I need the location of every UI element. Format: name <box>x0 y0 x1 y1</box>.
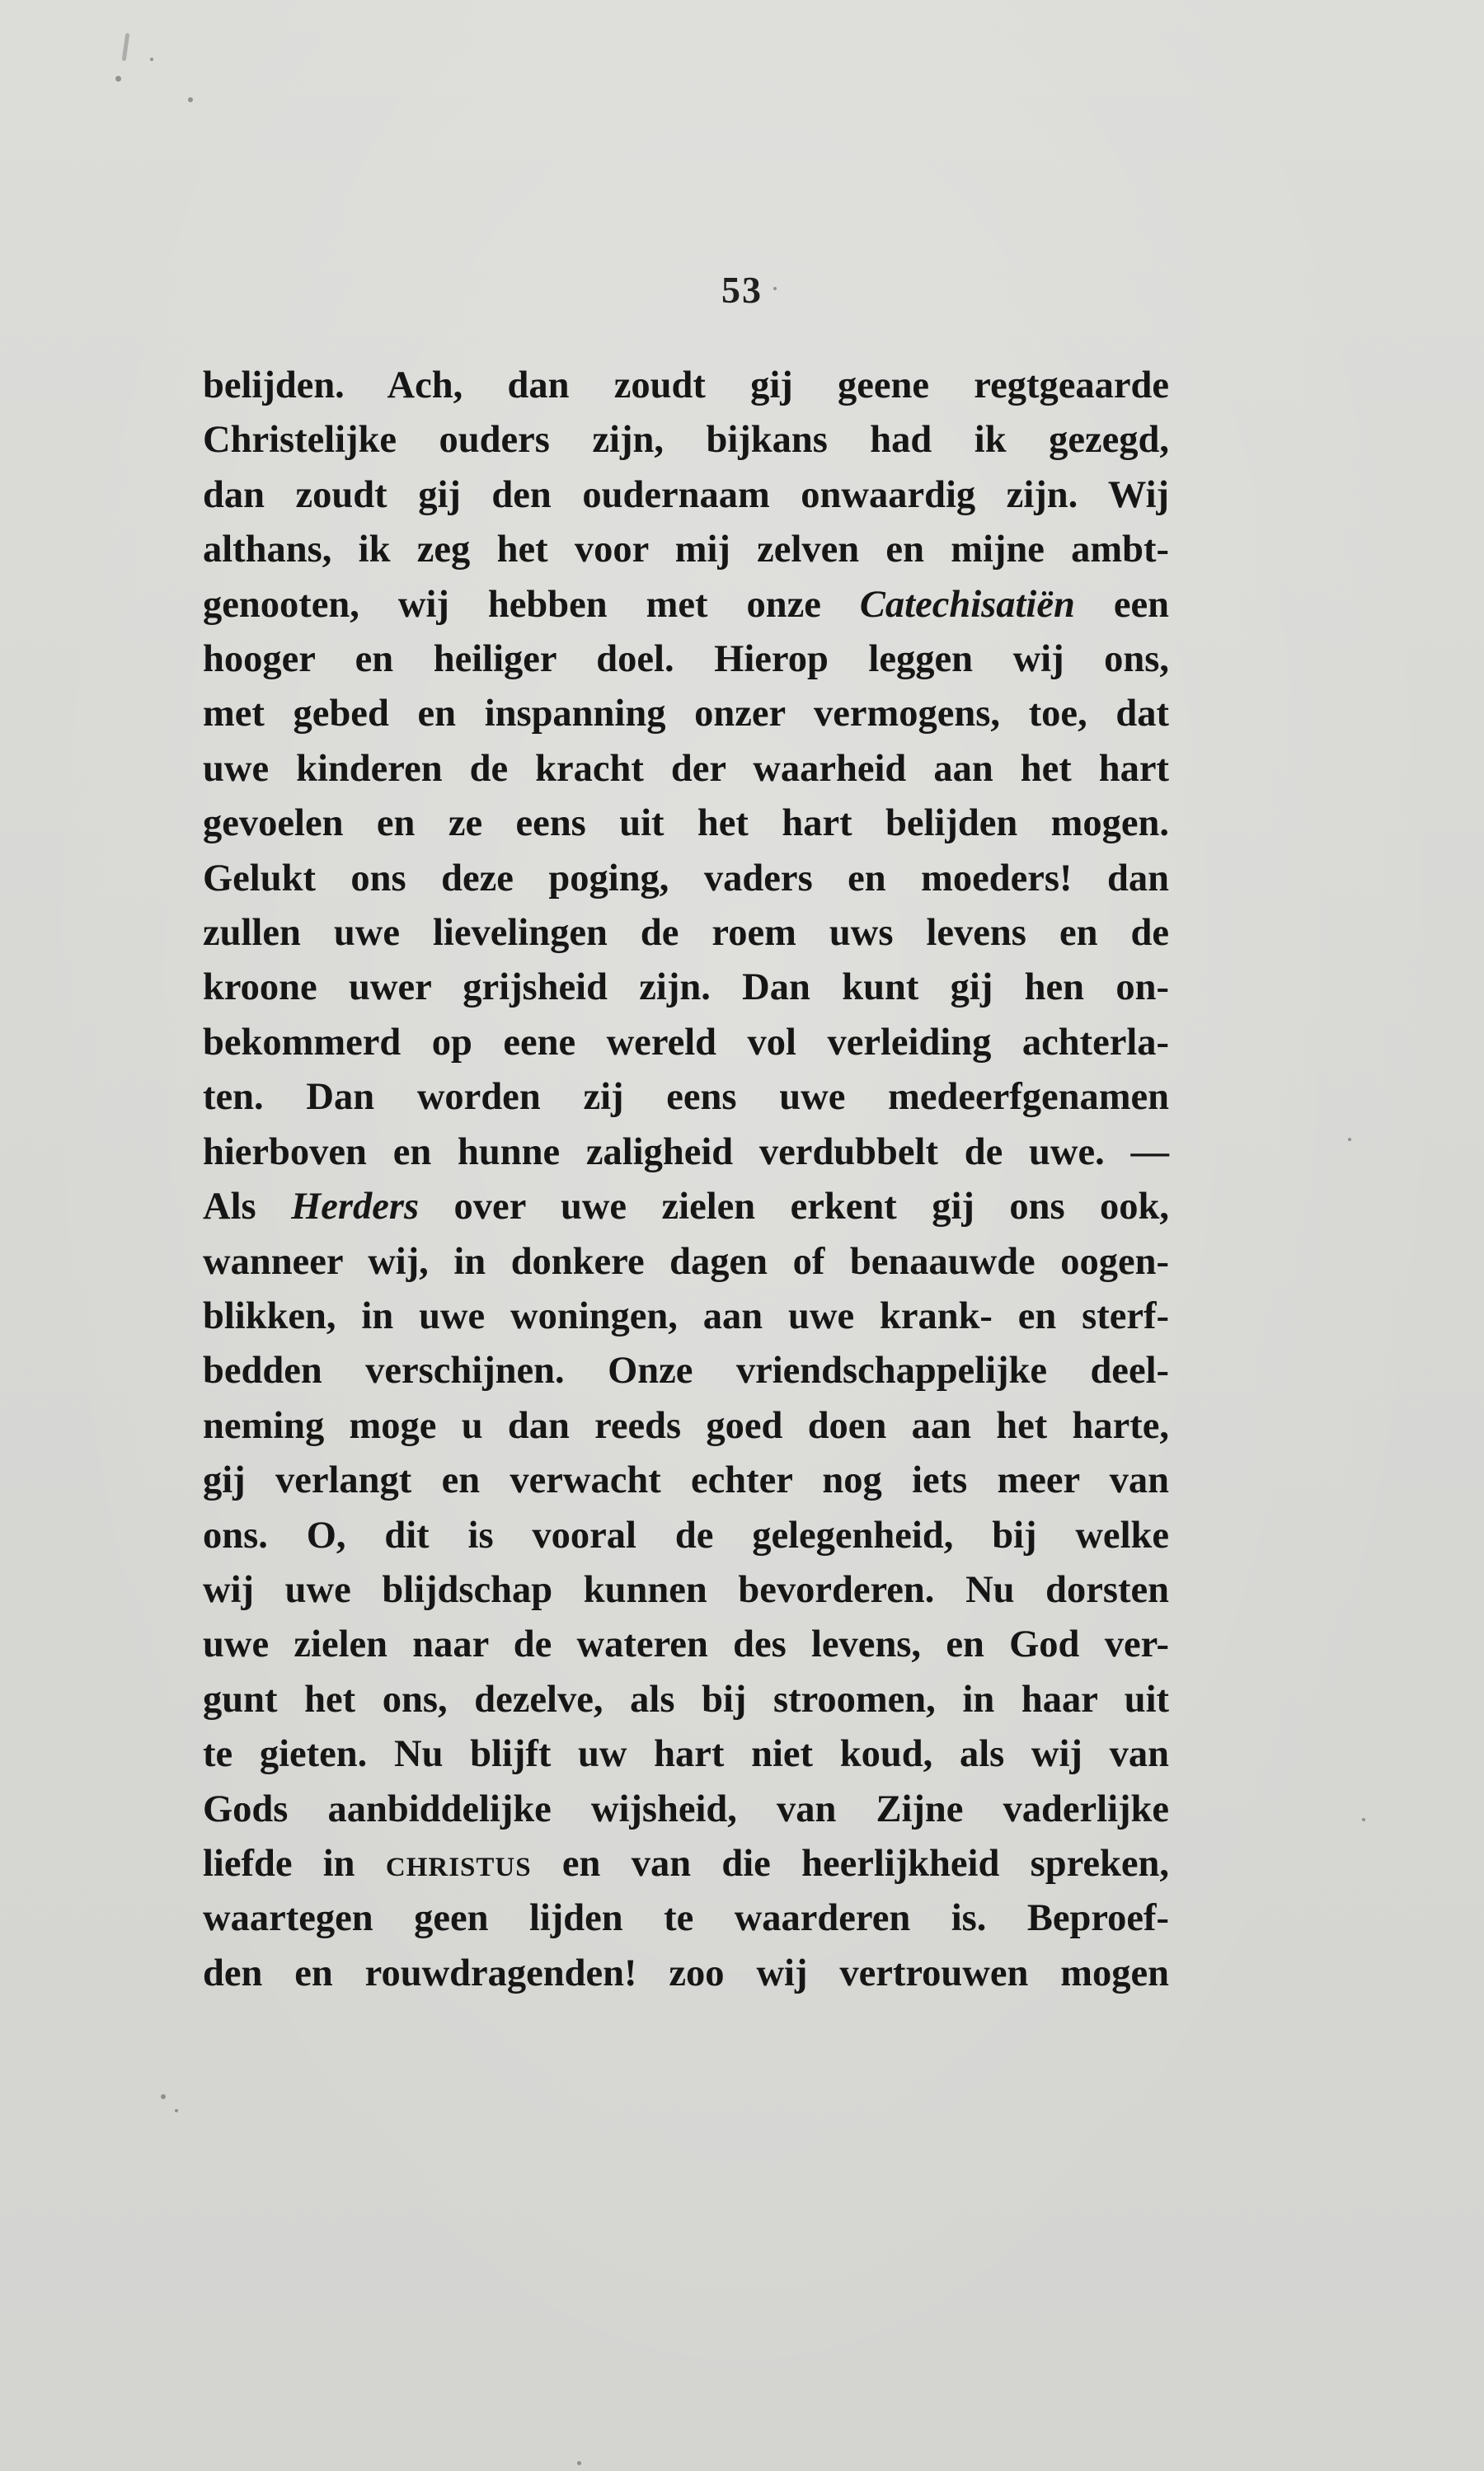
text-segment: bedden verschijnen. Onze vriendschappelijke deel- <box>203 1350 1169 1393</box>
text-segment: gij verlangt en verwacht echter nog iets meer van <box>203 1459 1169 1502</box>
text-segment: ten. Dan worden zij eens uwe medeerfgenamen <box>203 1076 1169 1119</box>
text-line <box>203 632 1169 687</box>
text-line <box>203 852 1169 906</box>
text-segment: bekommerd op eene wereld vol verleiding achterla- <box>203 1021 1169 1064</box>
text-line <box>203 468 1169 523</box>
text-line <box>203 1837 1169 1891</box>
text-segment: neming moge u dan reeds goed doen aan het harte, <box>203 1404 1169 1447</box>
text-line <box>203 1454 1169 1508</box>
text-segment: genooten, wij hebben met onze <box>203 583 860 626</box>
text-line <box>203 906 1169 961</box>
text-segment: kroone uwer grijsheid zijn. Dan kunt gij hen on- <box>203 966 1169 1009</box>
text-segment: hooger en heiliger doel. Hierop leggen wij ons, <box>203 638 1169 681</box>
text-segment: Als <box>203 1186 292 1228</box>
text-segment: zullen uwe lievelingen de roem uws levens en de <box>203 912 1169 955</box>
text-line <box>203 961 1169 1015</box>
text-line <box>203 1891 1169 1946</box>
text-segment: Catechisatiën <box>859 583 1075 626</box>
text-segment: gunt het ons, dezelve, als bij stroomen, in haar uit <box>203 1678 1169 1721</box>
text-segment: gevoelen en ze eens uit het hart belijden mogen. <box>203 802 1169 845</box>
text-segment: met gebed en inspanning onzer vermogens, toe, dat <box>203 693 1169 735</box>
text-line <box>203 742 1169 796</box>
text-line <box>203 796 1169 851</box>
speck-mark <box>115 76 121 82</box>
text-line <box>203 1947 1169 2001</box>
text-line <box>203 1180 1169 1234</box>
speck-mark <box>175 2109 178 2112</box>
text-line <box>203 687 1169 741</box>
text-line <box>203 1399 1169 1454</box>
text-line <box>203 1673 1169 1727</box>
text-segment: wanneer wij, in donkere dagen of benaauwde oogen- <box>203 1240 1169 1283</box>
text-line <box>203 1290 1169 1344</box>
speck-mark <box>577 2461 581 2465</box>
text-segment: Christelijke ouders zijn, bijkans had ik gezegd, <box>203 419 1169 462</box>
text-line <box>203 1070 1169 1125</box>
text-line <box>203 1727 1169 1782</box>
speck-mark <box>188 97 193 102</box>
text-segment: althans, ik zeg het voor mij zelven en mijne ambt- <box>203 528 1169 571</box>
text-line <box>203 1235 1169 1290</box>
speck-mark <box>1348 1138 1351 1141</box>
body-text <box>203 359 1169 2001</box>
text-segment: Gods aanbiddelijke wijsheid, van Zijne vaderlijke <box>203 1787 1169 1830</box>
text-line <box>203 1783 1169 1837</box>
text-segment: over uwe zielen erkent gij ons ook, <box>419 1186 1169 1228</box>
text-segment: Herders <box>291 1186 420 1228</box>
text-line <box>203 1125 1169 1180</box>
text-segment: den en rouwdragenden! zoo wij vertrouwen mogen <box>203 1952 1169 1994</box>
text-line <box>203 523 1169 577</box>
text-segment: blikken, in uwe woningen, aan uwe krank- en sterf- <box>203 1294 1169 1337</box>
text-segment: christus <box>385 1842 532 1885</box>
text-segment: Gelukt ons deze poging, vaders en moeders! dan <box>203 857 1169 900</box>
text-segment: een <box>1074 583 1169 626</box>
text-line <box>203 1563 1169 1618</box>
text-segment: uwe zielen naar de wateren des levens, en God ver- <box>203 1623 1169 1666</box>
speck-mark <box>161 2094 166 2099</box>
text-segment: uwe kinderen de kracht der waarheid aan het hart <box>203 747 1169 790</box>
text-segment: dan zoudt gij den oudernaam onwaardig zijn. Wij <box>203 473 1169 516</box>
text-segment: ons. O, dit is vooral de gelegenheid, bij welke <box>203 1514 1169 1557</box>
text-segment: hierboven en hunne zaligheid verdubbelt de uwe. — <box>203 1130 1169 1173</box>
text-line <box>203 1509 1169 1563</box>
text-segment: wij uwe blijdschap kunnen bevorderen. Nu dorsten <box>203 1568 1169 1611</box>
text-line <box>203 578 1169 632</box>
text-line <box>203 1344 1169 1398</box>
text-line <box>203 1618 1169 1672</box>
text-line <box>203 1016 1169 1070</box>
text-segment: liefde in <box>203 1842 386 1885</box>
text-segment: te gieten. Nu blijft uw hart niet koud, als wij van <box>203 1733 1169 1776</box>
text-segment: belijden. Ach, dan zoudt gij geene regtgeaarde <box>203 364 1169 406</box>
page-number: 53 <box>721 269 763 311</box>
text-segment: en van die heerlijkheid spreken, <box>531 1842 1170 1885</box>
speck-mark <box>122 33 130 61</box>
text-line <box>203 413 1169 467</box>
text-line <box>203 359 1169 413</box>
text-segment: waartegen geen lijden te waarderen is. Beproef- <box>203 1897 1169 1940</box>
speck-mark <box>1362 1818 1365 1821</box>
speck-mark <box>150 58 153 61</box>
